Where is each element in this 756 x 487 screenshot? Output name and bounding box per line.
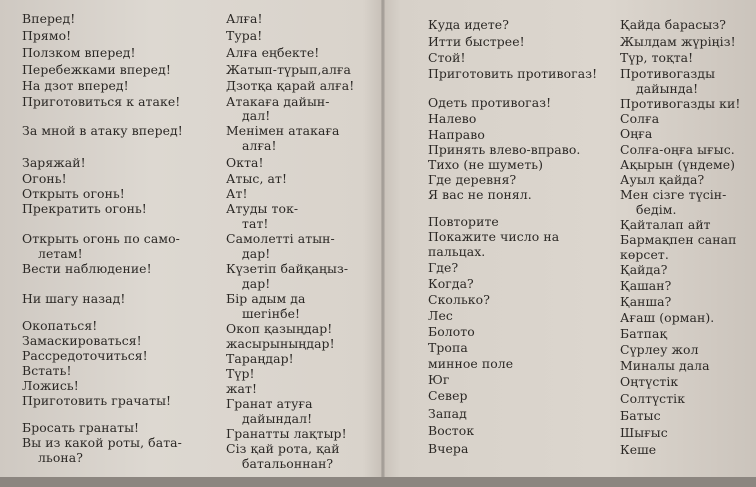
phrase-line: дар! xyxy=(242,246,271,261)
phrase-line: Сколько? xyxy=(428,292,490,307)
phrase-line: Окопаться! xyxy=(22,318,98,333)
phrase-line: Лес xyxy=(428,308,453,323)
phrase-line: Вперед! xyxy=(22,11,76,26)
phrase-line: На дзот вперед! xyxy=(22,78,129,93)
phrase-line: Солтүстік xyxy=(620,391,686,406)
phrase-line: Атакаға дайын- xyxy=(226,94,330,109)
phrase-line: Прекратить огонь! xyxy=(22,201,147,216)
phrase-line: Болото xyxy=(428,324,475,339)
phrase-line: Күзетіп байқаңыз- xyxy=(226,261,349,276)
phrase-line: Жатып-түрып,алға xyxy=(226,62,352,77)
phrase-line: Приготовиться к атаке! xyxy=(22,94,181,109)
phrase-line: Қанша? xyxy=(620,294,672,309)
phrase-line: Алға! xyxy=(226,11,263,26)
phrase-line: Солға-оңға ығыс. xyxy=(620,142,735,157)
phrase-line: Бармақпен санап xyxy=(620,232,737,247)
phrase-line: Кеше xyxy=(620,442,657,457)
phrase-line: Прямо! xyxy=(22,28,72,43)
phrase-line: Оңға xyxy=(620,126,653,141)
phrase-line: Повторите xyxy=(428,214,499,229)
phrase-line: Где? xyxy=(428,260,459,275)
phrase-line: Вести наблюдение! xyxy=(22,261,152,276)
phrase-line: Қайталап айт xyxy=(620,217,711,232)
phrase-line: бедім. xyxy=(636,202,677,217)
phrase-line: Қайда? xyxy=(620,262,668,277)
phrase-line: дайындал! xyxy=(242,411,313,426)
phrase-line: Солға xyxy=(620,111,660,126)
phrase-line: Стой! xyxy=(428,50,466,65)
phrase-line: дайында! xyxy=(636,81,699,96)
phrase-line: Я вас не понял. xyxy=(428,187,532,202)
phrase-line: летам! xyxy=(38,246,83,261)
phrase-line: Атыс, ат! xyxy=(226,171,288,186)
phrase-line: Окта! xyxy=(226,155,264,170)
phrase-line: льона? xyxy=(38,450,83,465)
phrase-line: жат! xyxy=(226,381,258,396)
phrase-line: Вчера xyxy=(428,441,469,456)
phrase-line: Замаскироваться! xyxy=(22,333,142,348)
phrase-line: Восток xyxy=(428,423,475,438)
right-page xyxy=(384,0,756,487)
phrase-line: Мен сізге түсін- xyxy=(620,187,727,202)
phrase-line: Итти быстрее! xyxy=(428,34,525,49)
phrase-line: Ползком вперед! xyxy=(22,45,136,60)
phrase-line: Встать! xyxy=(22,363,72,378)
phrase-line: Сіз қай рота, қай xyxy=(226,441,340,456)
phrase-line: Тура! xyxy=(226,28,263,43)
phrase-line: За мной в атаку вперед! xyxy=(22,123,183,138)
phrase-line: батальоннан? xyxy=(242,456,334,471)
phrase-line: Заряжай! xyxy=(22,155,86,170)
phrase-line: Ақырын (үндеме) xyxy=(620,157,736,172)
phrase-line: Где деревня? xyxy=(428,172,517,187)
phrase-line: Ни шагу назад! xyxy=(22,291,126,306)
phrase-line: Направо xyxy=(428,127,485,142)
phrase-line: Ложись! xyxy=(22,378,79,393)
phrase-line: Миналы дала xyxy=(620,358,710,373)
phrase-line: Открыть огонь по само- xyxy=(22,231,180,246)
phrase-line: Батпақ xyxy=(620,326,668,341)
phrase-line: Окоп қазыңдар! xyxy=(226,321,333,336)
phrase-line: Қашан? xyxy=(620,278,672,293)
phrase-line: Ауыл қайда? xyxy=(620,172,705,187)
phrase-line: Батыс xyxy=(620,408,661,423)
phrase-line: Менімен атакаға xyxy=(226,123,340,138)
phrase-line: Тропа xyxy=(428,340,468,355)
phrase-line: Открыть огонь! xyxy=(22,186,125,201)
phrase-line: Противогазды ки! xyxy=(620,96,741,111)
phrase-line: Шығыс xyxy=(620,425,668,440)
phrase-line: Тараңдар! xyxy=(226,351,294,366)
phrase-line: Противогазды xyxy=(620,66,716,81)
phrase-line: Атуды ток- xyxy=(226,201,299,216)
phrase-line: Самолетті атын- xyxy=(226,231,335,246)
phrase-line: дар! xyxy=(242,276,271,291)
phrase-line: Сүрлеу жол xyxy=(620,342,699,357)
phrase-line: Тихо (не шуметь) xyxy=(428,157,544,172)
phrase-line: алға! xyxy=(242,138,277,153)
phrase-line: Түр, тоқта! xyxy=(620,50,694,65)
phrase-line: Бросать гранаты! xyxy=(22,420,140,435)
phrase-line: минное поле xyxy=(428,356,514,371)
page-bottom-edge xyxy=(0,477,756,487)
phrase-line: Запад xyxy=(428,406,467,421)
phrase-line: Ағаш (орман). xyxy=(620,310,715,325)
phrase-line: шегінбе! xyxy=(242,306,301,321)
phrase-line: пальцах. xyxy=(428,244,486,259)
phrase-line: Налево xyxy=(428,111,477,126)
phrase-line: Дзотқа қарай алға! xyxy=(226,78,355,93)
phrase-line: Вы из какой роты, бата- xyxy=(22,435,182,450)
phrase-line: Куда идете? xyxy=(428,17,509,32)
phrase-line: Гранат атуға xyxy=(226,396,313,411)
phrase-line: көрсет. xyxy=(620,247,669,262)
phrase-line: Түр! xyxy=(226,366,255,381)
phrase-line: дал! xyxy=(242,108,271,123)
phrase-line: Жылдам жүріңіз! xyxy=(620,34,736,49)
phrase-line: Приготовить противогаз! xyxy=(428,66,598,81)
phrase-line: тат! xyxy=(242,216,269,231)
phrase-line: Перебежками вперед! xyxy=(22,62,171,77)
phrase-line: Покажите число на xyxy=(428,229,560,244)
phrase-line: Қайда барасыз? xyxy=(620,17,726,32)
phrase-line: Одеть противогаз! xyxy=(428,95,552,110)
phrase-line: Юг xyxy=(428,372,450,387)
phrase-line: Гранатты лақтыр! xyxy=(226,426,347,441)
phrase-line: Алға еңбекте! xyxy=(226,45,320,60)
phrase-line: Рассредоточиться! xyxy=(22,348,148,363)
phrase-line: Бір адым да xyxy=(226,291,306,306)
phrase-line: Принять влево-вправо. xyxy=(428,142,581,157)
phrase-line: Оңтүстік xyxy=(620,374,679,389)
phrase-line: Огонь! xyxy=(22,171,67,186)
phrase-line: Приготовить грачаты! xyxy=(22,393,172,408)
phrase-line: Когда? xyxy=(428,276,474,291)
phrase-line: Север xyxy=(428,388,468,403)
phrase-line: жасырыныңдар! xyxy=(226,336,335,351)
phrase-line: Ат! xyxy=(226,186,248,201)
